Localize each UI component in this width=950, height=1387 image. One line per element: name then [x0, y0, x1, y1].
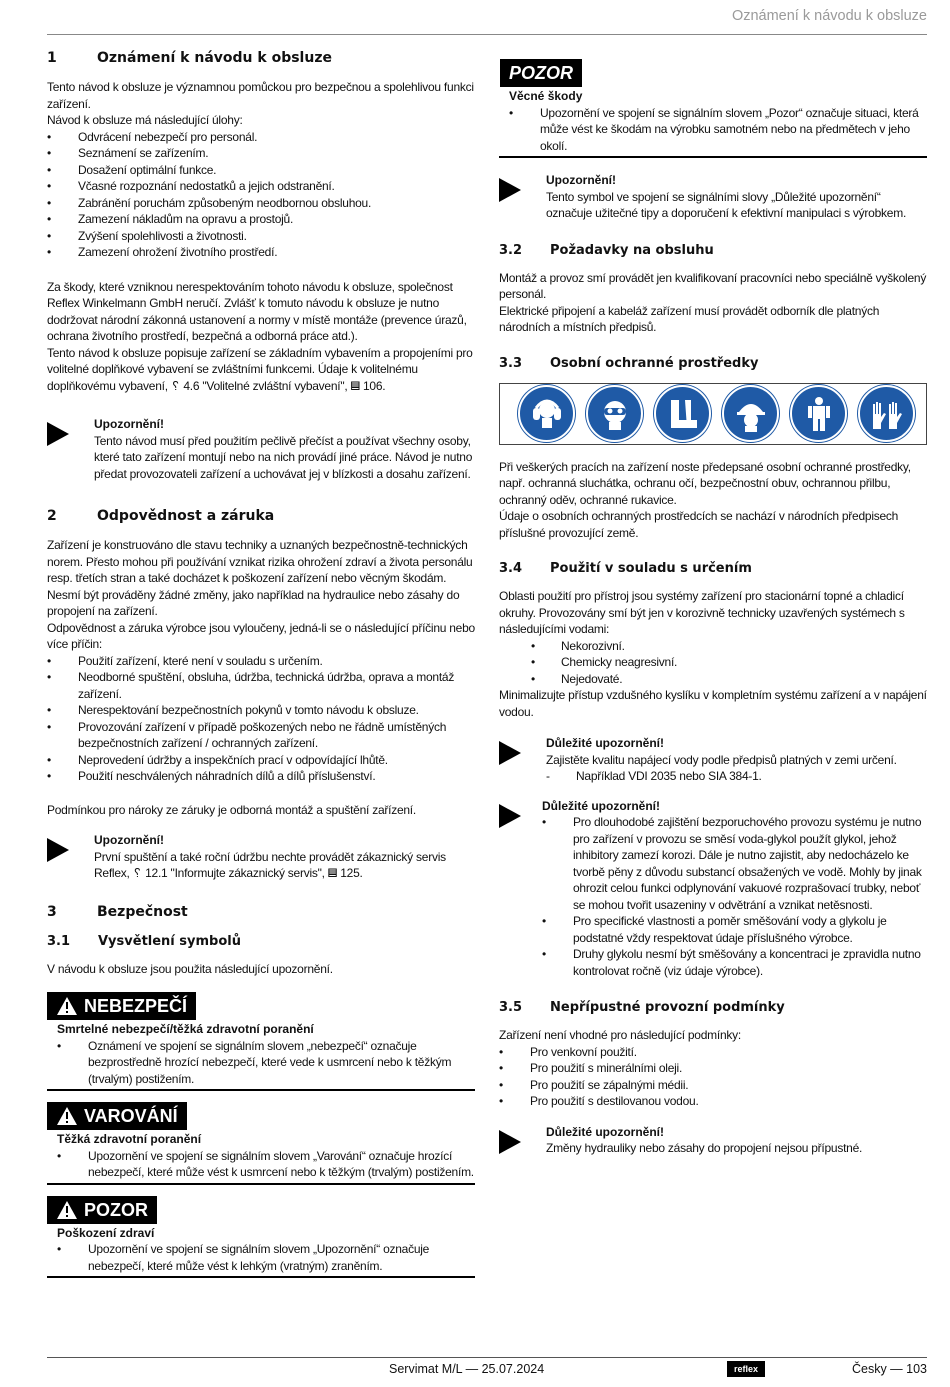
- note-text: Změny hydrauliky nebo zásahy do propojení nejsou přípustné.: [546, 1141, 863, 1155]
- list-item: • Pro specifické vlastnosti a poměr směšování vody a glykolu je podstatné vždy respektovat údaje příslušného výrobce.: [542, 913, 927, 946]
- pozor-rule: [499, 156, 927, 158]
- s35-note: [499, 1124, 927, 1157]
- danger-block: [47, 992, 475, 1091]
- note-title: Upozornění!: [94, 833, 164, 847]
- s1-paragraph-1: Tento návod k obsluze je významnou pomůckou pro bezpečnou a spolehlivou funkci zařízení.: [47, 80, 474, 111]
- section-3-4-heading: 3.4 Použití v souladu s určením: [499, 561, 752, 576]
- warning-block: [47, 1102, 475, 1185]
- caution-subtitle: Poškození zdraví: [57, 1225, 155, 1240]
- s1-paragraph-4: Tento návod k obsluze popisuje zařízení se základním vybavením a propojeními pro volitelné doplňkové vybavení se zvláštními funkcemi. Údaje k volitelnému doplňkovému vybavení, ␦ 4.6 "Volitelné zvláštní vybavení", ▤ 106.: [47, 345, 473, 393]
- ear-protection-icon: [518, 385, 575, 442]
- list-item: • Upozornění ve spojení se signálním slovem „Pozor“ označuje situaci, která může vést ke škodám na výrobku samotném nebo na předmětech v jeho okolí.: [499, 105, 927, 155]
- list-item: • Upozornění ve spojení se signálním slovem „Varování“ označuje hrozící nebezpečí, které může vést k usmrcení nebo k těžkým (trvalým) postižením.: [47, 1148, 475, 1181]
- s1-paragraph-3: Za škody, které vzniknou nerespektováním tohoto návodu k obsluze, společnost Reflex Winkelmann GmbH neručí. Zvlášť k tomuto návodu k obsluze je nutno dodržovat národní zákonná ustanovení a normy v místě montáže (prevence úrazů, ochrana životního prostředí, bezpečná a odborná práce atd.).: [47, 279, 467, 343]
- list-item: - Například VDI 2035 nebo SIA 384-1.: [499, 768, 927, 785]
- s33-paragraph-2: Údaje o osobních ochranných prostředcích se nachází v národních předpisech příslušné provozující země.: [499, 509, 899, 540]
- left-column: [47, 48, 475, 1278]
- pozor-list: [499, 105, 927, 155]
- section-1-heading: 1 Oznámení k návodu k obsluze: [47, 50, 332, 66]
- s34-paragraph-2: Minimalizujte přístup vzdušného kyslíku v kompletním systému zařízení a v napájení vodou.: [499, 688, 927, 719]
- s35-condition-list: [499, 1044, 927, 1110]
- reflex-logo: reflex: [727, 1361, 765, 1377]
- warning-triangle-icon: [56, 1106, 78, 1126]
- note-bullet-list: [542, 814, 927, 979]
- note-arrow-icon: [499, 1124, 546, 1157]
- s32-paragraph-1: Montáž a provoz smí provádět jen kvalifikovaní pracovníci nebo speciálně vyškolený personál.: [499, 270, 927, 301]
- protective-suit-icon: [790, 385, 847, 442]
- section-3-2-heading: 3.2 Požadavky na obsluhu: [499, 242, 714, 258]
- list-item: • Upozornění ve spojení se signálním slovem „Upozornění“ označuje nebezpečí, které může vést k lehkým (vratným) zraněním.: [47, 1241, 475, 1274]
- caution-block: [47, 1196, 475, 1279]
- helmet-icon: [722, 385, 779, 442]
- note-text: Zajistěte kvalitu napájecí vody podle předpisů platných v zemi určení.: [546, 752, 897, 767]
- list-item: • Použití zařízení, které není v souladu s určením.: [47, 653, 475, 670]
- s1-note: [47, 416, 475, 482]
- warning-triangle-icon: [56, 996, 78, 1016]
- eye-protection-icon: [586, 385, 643, 442]
- section-3-3-heading: 3.3 Osobní ochranné prostředky: [499, 355, 759, 371]
- pozor-block: [499, 59, 927, 158]
- note-text: Tento návod musí před použitím pečlivě přečíst a používat všechny osoby, které tato zařízení montují nebo na nich provádí jiné práce. Návod je nutno předat provozovateli zařízení a uchovávat jej v blízkosti a dosahu zařízení.: [94, 433, 473, 481]
- s1-task-list: [47, 129, 475, 261]
- list-item: • Oznámení ve spojení se signálním slovem „nebezpečí“ označuje bezprostředně hrozící nebezpečí, které vede k usmrcení nebo k těžkým (trvalým) postižením.: [47, 1038, 475, 1088]
- caution-rule: [47, 1276, 475, 1278]
- s34-water-list: [499, 638, 927, 688]
- s2-paragraph-4: Podmínkou pro nároky ze záruky je odborná montáž a spuštění zařízení.: [47, 802, 416, 817]
- list-item: • Dosažení optimální funkce.: [47, 162, 475, 179]
- warning-triangle-icon: [56, 1200, 78, 1220]
- note-text: První spuštění a také roční údržbu nechte provádět zákaznický servis Reflex, ␦ 12.1 "Informujte zákaznický servis", ▤ 125.: [94, 849, 446, 880]
- note-text: Tento symbol ve spojení se signálními slovy „Důležité upozornění“ označuje užitečné tipy a doporučení k efektivní manipulaci s výrobkem.: [546, 189, 907, 220]
- list-item: • Pro použití s destilovanou vodou.: [499, 1093, 927, 1110]
- section-3-5-heading: 3.5 Nepřípustné provozní podmínky: [499, 1000, 785, 1015]
- s2-paragraph-2: Nesmí být prováděny žádné změny, jako například na hydraulice nebo zásahy do propojení na zařízení.: [47, 587, 460, 618]
- footer-page-number: Česky — 103: [851, 1362, 927, 1376]
- note-arrow-icon: [47, 832, 94, 882]
- s35-paragraph-1: Zařízení není vhodné pro následující podmínky:: [499, 1028, 741, 1042]
- list-item: • Zvýšení spolehlivosti a životnosti.: [47, 228, 475, 245]
- s31-paragraph-1: V návodu k obsluze jsou použita následující upozornění.: [47, 961, 333, 976]
- note-title: Důležité upozornění!: [542, 798, 660, 813]
- danger-badge: NEBEZPEČÍ: [47, 992, 196, 1020]
- list-item: • Nekorozivní.: [499, 638, 927, 655]
- pozor-subtitle: Věcné škody: [509, 89, 583, 103]
- list-item: • Zamezení nákladům na opravu a prostojů.: [47, 211, 475, 228]
- s32-paragraph-2: Elektrické připojení a kabeláž zařízení musí provádět odborník dle platných národních a místních předpisů.: [499, 303, 880, 334]
- list-item: • Včasné rozpoznání nedostatků a jejich odstranění.: [47, 178, 475, 195]
- note-title: Důležité upozornění!: [546, 1124, 664, 1139]
- s34-note-1: [499, 735, 927, 785]
- s2-paragraph-3: Odpovědnost a záruka výrobce jsou vyloučeny, jedná-li se o následující příčinu nebo více příčin:: [47, 620, 475, 651]
- caution-badge: POZOR: [47, 1196, 157, 1224]
- warning-rule: [47, 1183, 475, 1185]
- right-column: [499, 59, 927, 1157]
- list-item: • Použití neschválených náhradních dílů a dílů příslušenství.: [47, 768, 475, 785]
- note-title: Upozornění!: [94, 417, 164, 431]
- danger-subtitle: Smrtelné nebezpečí/těžká zdravotní poranění: [57, 1022, 314, 1036]
- danger-rule: [47, 1089, 475, 1091]
- warning-subtitle: Těžká zdravotní poranění: [57, 1132, 202, 1146]
- note-arrow-icon: [499, 172, 546, 222]
- gloves-icon: [858, 385, 915, 442]
- ppe-icon-strip: [499, 383, 927, 445]
- list-item: • Odvrácení nebezpečí pro personál.: [47, 129, 475, 146]
- s34-paragraph-1: Oblasti použití pro přístroj jsou systémy zařízení pro stacionární topné a chladicí okruhy. Provozovány smí být jen v korozivně technicky uzavřených systémech s následujícími vodami:: [499, 589, 905, 636]
- running-header: Oznámení k návodu k obsluze: [731, 8, 927, 24]
- list-item: • Zabránění poruchám způsobeným neodbornou obsluhou.: [47, 195, 475, 212]
- header-rule: [47, 34, 927, 35]
- list-item: • Neodborné spuštění, obsluha, údržba, technická údržba, oprava a montáž zařízení.: [47, 669, 475, 702]
- list-item: • Nerespektování bezpečnostních pokynů v tomto návodu k obsluze.: [47, 702, 475, 719]
- list-item: • Nejedovaté.: [499, 671, 927, 688]
- safety-boots-icon: [654, 385, 711, 442]
- s2-cause-list: [47, 653, 475, 785]
- list-item: • Provozování zařízení v případě poškozených nebo ne řádně umístěných bezpečnostních zařízení / ochranných zařízení.: [47, 719, 475, 752]
- symbol-note: [499, 172, 927, 222]
- note-dash-list: [499, 768, 927, 785]
- section-3-heading: 3 Bezpečnost: [47, 903, 188, 920]
- note-title: Důležité upozornění!: [546, 736, 664, 750]
- s2-paragraph-1: Zařízení je konstruováno dle stavu techniky a uznaných bezpečnostně-technických norem. Přesto mohou při používání vznikat rizika ohrožení zdraví a života personálu resp. třetích stran a také docházet k poškození zařízení nebo věcným škodám.: [47, 538, 473, 585]
- s34-note-2: [499, 798, 927, 980]
- note-arrow-icon: [47, 416, 94, 482]
- footer-doc-info: Servimat M/L — 25.07.2024: [389, 1362, 545, 1376]
- danger-list: [47, 1038, 475, 1088]
- note-title: Upozornění!: [546, 173, 616, 187]
- s1-paragraph-2: Návod k obsluze má následující úlohy:: [47, 113, 243, 127]
- list-item: • Chemicky neagresivní.: [499, 654, 927, 671]
- list-item: • Druhy glykolu nesmí být směšovány a koncentraci je zpravidla nutno kontrolovat ročně (viz údaje výrobce).: [542, 946, 927, 979]
- note-arrow-icon: [499, 798, 542, 980]
- warning-list: [47, 1148, 475, 1181]
- list-item: • Neprovedení údržby a inspekčních prací v odpovídající lhůtě.: [47, 752, 475, 769]
- s33-paragraph-1: Při veškerých pracích na zařízení noste předepsané osobní ochranné prostředky, např. ochranná sluchátka, ochranu očí, bezpečnostní obuv, ochrannou přilbu, ochranný oděv, ochranné rukavice.: [499, 459, 911, 507]
- list-item: • Pro venkovní použití.: [499, 1044, 927, 1061]
- caution-list: [47, 1241, 475, 1274]
- pozor-badge: POZOR: [500, 59, 582, 87]
- list-item: • Zamezení ohrožení životního prostředí.: [47, 244, 475, 261]
- s2-note: [47, 832, 475, 882]
- footer-rule: [47, 1357, 927, 1358]
- list-item: • Pro použití s minerálními oleji.: [499, 1060, 927, 1077]
- section-2-heading: 2 Odpovědnost a záruka: [47, 508, 275, 524]
- list-item: • Seznámení se zařízením.: [47, 145, 475, 162]
- list-item: • Pro použití se zápalnými médii.: [499, 1077, 927, 1094]
- warning-badge: VAROVÁNÍ: [47, 1102, 187, 1130]
- section-3-1-heading: 3.1 Vysvětlení symbolů: [47, 933, 241, 949]
- list-item: • Pro dlouhodobé zajištění bezporuchového provozu systému je nutno pro zařízení v provozu se směsí voda-glykol použít glykol, jehož inhibitory zamezí korozi. Dále je nutno zajistit, aby nedocházelo ke tvorbě pěny z důvodu substancí obsažených ve vodě. Mohly by jinak ohrozit celou funkci odplynování vakuové rozprašovací trubky, neboť se mohou tvořit usazeniny v odvětrání a vznikat netěsnosti.: [542, 814, 927, 913]
